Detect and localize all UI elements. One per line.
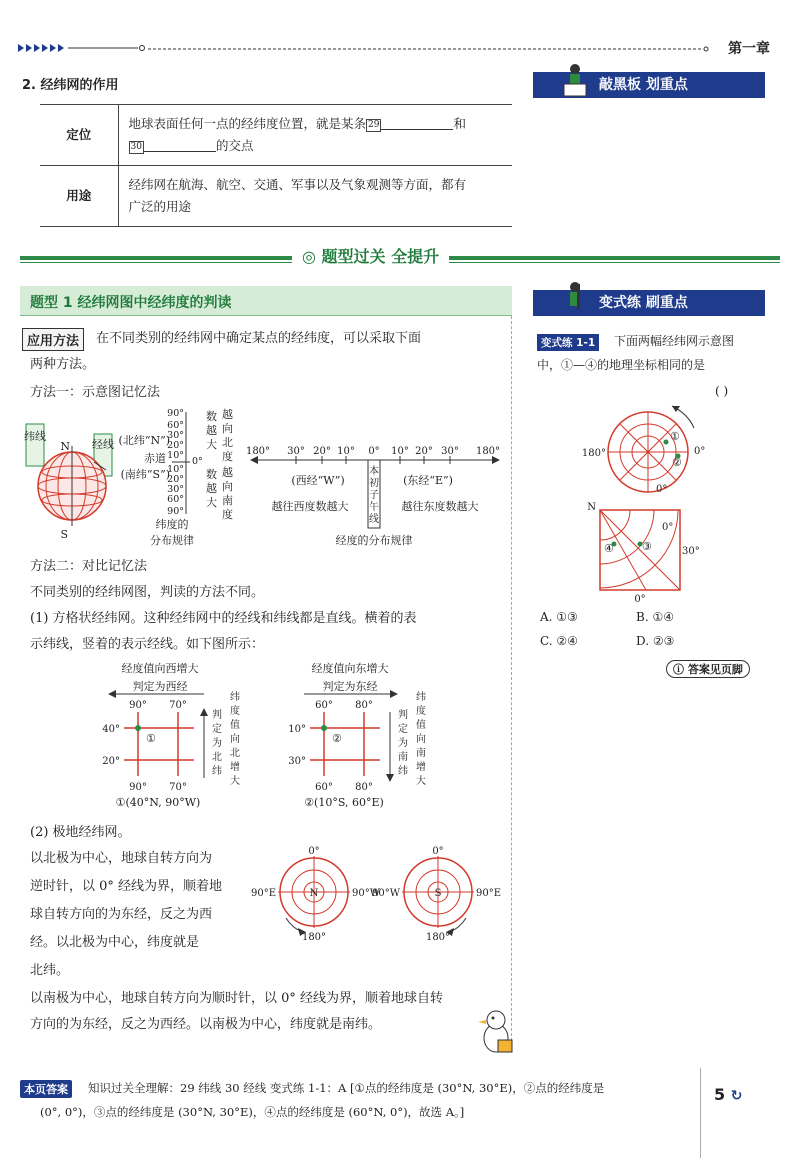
side-char: 南 <box>416 748 426 759</box>
exercise-text: 下面两幅经纬网示意图 <box>614 334 735 348</box>
lon-tick: 10° <box>337 446 355 457</box>
latitude-label: 纬线 <box>24 430 46 443</box>
polar-text: 球自转方向的为东经，反之为西 <box>30 907 213 922</box>
chapter-label: 第一章 <box>728 41 770 57</box>
type-title: 题型 1 经纬网图中经纬度的判读 <box>30 295 232 311</box>
polar-center: S <box>434 888 442 899</box>
grid-lat: 10° <box>288 724 306 735</box>
grid-lon: 60° <box>315 700 333 711</box>
side-char: 值 <box>230 720 240 731</box>
header-rule <box>18 42 708 54</box>
lat-caption: 纬度的 <box>155 518 189 531</box>
grid-caption: ②(10°S, 60°E) <box>304 796 384 809</box>
polar-text: 方向的为东经，反之为西经。以南极为中心，纬度就是南纬。 <box>30 1017 382 1032</box>
side-char: 纬 <box>416 692 426 703</box>
rule-char: 南 <box>222 494 233 507</box>
side-char: 向 <box>416 734 426 745</box>
section-title: 2. 经纬网的作用 <box>22 78 119 93</box>
prime-char: 初 <box>369 478 379 489</box>
lat-tick: 10° <box>167 464 184 475</box>
role-table <box>40 104 512 227</box>
polar-text: 以北极为中心，地球自转方向为 <box>30 851 213 866</box>
grid-caption: ①(40°N, 90°W) <box>115 796 201 809</box>
grid-top-label: 判定为东经 <box>322 680 378 693</box>
body-text: (1) 方格状经纬网。这种经纬网中的经线和纬线都是直线。横着的表 <box>30 611 417 626</box>
grid-lat: 40° <box>102 724 120 735</box>
side-char: 值 <box>416 720 426 731</box>
polar-south-figure <box>371 842 502 943</box>
polar-label: 180° <box>301 932 327 943</box>
lon-tick: 10° <box>391 446 409 457</box>
rule-char: 越 <box>206 482 217 495</box>
grid-top-label: 判定为西经 <box>132 680 188 693</box>
prime-char: 子 <box>369 490 379 501</box>
lon-tick: 180° <box>245 446 271 457</box>
south-lat-label: (南纬“S”) <box>120 468 170 481</box>
grid-lon: 80° <box>355 782 373 793</box>
side-char: 判 <box>398 710 408 721</box>
polar-label: 90°W <box>352 888 381 899</box>
teacher-figure-icon <box>561 62 591 98</box>
lat-tick-zero: 0° <box>192 456 203 467</box>
point-label: ④ <box>604 542 614 555</box>
rule-char: 大 <box>206 438 217 451</box>
lat-tick: 60° <box>167 494 184 505</box>
point-label: ③ <box>642 540 652 553</box>
footer-answer-text: 知识过关全理解：29 纬线 30 经线 变式练 1-1：A [①点的经纬度是 (30°N, 30°E)，②点的经纬度是 <box>88 1081 605 1095</box>
lon-caption: 经度的分布规律 <box>335 534 413 547</box>
lat-tick: 30° <box>167 430 184 441</box>
grid-lat: 20° <box>102 756 120 767</box>
answer-link[interactable] <box>666 660 750 678</box>
lon-tick: 20° <box>415 446 433 457</box>
polar-label: 0° <box>634 594 646 605</box>
polar-label: 180° <box>425 932 451 943</box>
answer-blank[interactable]: ( ) <box>715 384 729 398</box>
polar-label: 0° <box>308 846 320 857</box>
rule-char: 北 <box>222 436 233 449</box>
south-pole-label: S <box>60 528 68 541</box>
option-c[interactable]: C. ②④ <box>540 634 578 648</box>
east-label: (东经“E”) <box>403 474 453 487</box>
grid-lon: 70° <box>169 700 187 711</box>
lat-caption: 分布规律 <box>150 534 194 547</box>
lat-tick: 20° <box>167 474 184 485</box>
lat-tick: 30° <box>167 484 184 495</box>
lon-tick: 0° <box>368 446 380 457</box>
west-rule: 越往西度数越大 <box>271 500 349 513</box>
side-char: 度 <box>230 706 240 717</box>
latitude-figure <box>22 404 252 548</box>
row-text: 经纬网在航海、航空、交通、军事以及气象观测等方面，都有 <box>128 177 467 192</box>
side-char: 纬 <box>398 766 408 777</box>
polar-label: 90°W <box>371 888 400 899</box>
grid-lon: 90° <box>129 782 147 793</box>
lon-tick: 30° <box>287 446 305 457</box>
rule-char: 数 <box>206 468 217 481</box>
polar-center: N <box>309 888 319 899</box>
body-text: 示纬线，竖着的表示经线。如下图所示： <box>30 637 265 652</box>
polar-label: 30° <box>682 546 700 557</box>
lon-tick: 30° <box>441 446 459 457</box>
side-char: 纬 <box>230 692 240 703</box>
grid-lat: 30° <box>288 756 306 767</box>
grid-lon: 70° <box>169 782 187 793</box>
side-char: 北 <box>230 748 240 759</box>
grid-point-label: ② <box>332 732 342 745</box>
side-char: 判 <box>212 710 222 721</box>
answer-blank[interactable] <box>381 116 453 130</box>
footer-divider <box>700 1068 701 1158</box>
option-d[interactable]: D. ②③ <box>636 634 675 648</box>
exercise-tag: 变式练 1-1 <box>537 334 599 351</box>
rule-char: 向 <box>222 422 233 435</box>
answer-blank[interactable] <box>144 138 216 152</box>
option-a[interactable]: A. ①③ <box>540 610 578 624</box>
page-number <box>714 1085 742 1104</box>
west-label: (西经“W”) <box>291 474 345 487</box>
point-label: ① <box>670 430 680 443</box>
prime-char: 线 <box>369 514 379 525</box>
side-char: 度 <box>416 706 426 717</box>
lat-tick: 20° <box>167 440 184 451</box>
table-row <box>40 105 512 166</box>
polar-label: 0° <box>694 446 706 457</box>
lon-tick: 20° <box>313 446 331 457</box>
polar-label: 0° <box>656 484 668 495</box>
answer-number: 30 <box>130 142 142 152</box>
polar-title: (2) 极地经纬网。 <box>30 825 131 840</box>
rule-char: 越 <box>222 466 233 479</box>
duck-mascot-icon <box>476 1006 516 1056</box>
grid-point-label: ① <box>146 732 156 745</box>
answer-link-label: 答案见页脚 <box>687 663 743 676</box>
rule-char: 度 <box>222 450 233 463</box>
body-text: 不同类别的经纬网图，判读的方法不同。 <box>30 585 265 600</box>
polar-label: 90°E <box>476 888 502 899</box>
polar-text: 逆时针，以 0° 经线为界，顺着地 <box>30 879 223 894</box>
grid-top-label: 经度值向西增大 <box>121 662 199 675</box>
option-b[interactable]: B. ①④ <box>636 610 674 624</box>
longitude-figure <box>244 440 506 548</box>
side-char: 为 <box>398 738 408 749</box>
side-char: 南 <box>398 752 408 763</box>
grid-point <box>135 725 141 731</box>
polar-label: 90°E <box>250 888 276 899</box>
side-banner-label: 变式练 刷重点 <box>599 295 688 311</box>
side-char: 向 <box>230 734 240 745</box>
row-value <box>118 166 512 227</box>
side-char: 定 <box>398 724 408 735</box>
intro-text: 两种方法。 <box>30 357 96 372</box>
grid-point <box>321 725 327 731</box>
north-lat-label: (北纬“N”) <box>118 434 170 447</box>
student-figure-icon <box>561 280 591 316</box>
polar-label: 0° <box>662 522 674 533</box>
side-char: 北 <box>212 752 222 763</box>
grid-figure-west <box>88 660 258 810</box>
exercise-quadrant-figure <box>586 500 706 604</box>
side-char: 大 <box>416 776 426 787</box>
method-one-title: 方法一：示意图记忆法 <box>30 385 161 400</box>
target-icon: ◎ <box>302 247 322 266</box>
rule-char: 越 <box>222 408 233 421</box>
longitude-label: 经线 <box>92 438 114 451</box>
row-text: 地球表面任何一点的经纬度位置，就是某条 <box>128 116 367 131</box>
side-char: 定 <box>212 724 222 735</box>
rule-char: 大 <box>206 496 217 509</box>
side-banner-key-points <box>533 72 765 98</box>
polar-text: 以南极为中心，地球自转方向为顺时针，以 0° 经线为界，顺着地球自转 <box>30 991 444 1006</box>
side-char: 增 <box>416 762 426 773</box>
intro-text: 在不同类别的经纬网中确定某点的经纬度，可以采取下面 <box>96 331 422 346</box>
lat-tick: 10° <box>167 450 184 461</box>
exercise-text: 中，①—④的地理坐标相同的是 <box>537 358 706 372</box>
side-char: 为 <box>212 738 222 749</box>
section-banner-title <box>292 244 449 267</box>
lat-tick: 90° <box>167 408 184 419</box>
method-tag: 应用方法 <box>22 328 84 351</box>
lat-tick: 90° <box>167 506 184 517</box>
refresh-icon: ↻ <box>730 1088 743 1104</box>
row-text: 的交点 <box>215 138 254 153</box>
point-label: ② <box>672 456 682 469</box>
banner-text: 题型过关 全提升 <box>321 247 440 266</box>
table-row <box>40 166 512 227</box>
polar-text: 经。以北极为中心，纬度就是 <box>30 935 200 950</box>
exercise-polar-figure <box>581 400 724 500</box>
side-char: 增 <box>230 762 240 773</box>
equator-label: 赤道 <box>144 452 166 465</box>
rule-char: 数 <box>206 410 217 423</box>
rule-char: 向 <box>222 480 233 493</box>
grid-figure-east <box>284 660 454 810</box>
lat-tick: 60° <box>167 420 184 431</box>
footer-answer-text: (0°, 0°)，③点的经纬度是 (30°N, 30°E)，④点的经纬度是 (60°N, 0°)，故选 A。] <box>40 1105 465 1119</box>
row-text: 广泛的用途 <box>128 199 192 214</box>
side-char: 纬 <box>212 766 222 777</box>
side-char: 大 <box>230 776 240 787</box>
prime-char: 本 <box>369 466 379 477</box>
row-text: 和 <box>453 116 466 131</box>
method-two-title: 方法二：对比记忆法 <box>30 559 148 574</box>
polar-text: 北纬。 <box>30 963 70 978</box>
rule-char: 越 <box>206 424 217 437</box>
row-value <box>118 105 512 166</box>
side-banner-label: 敲黑板 划重点 <box>599 77 688 93</box>
answer-number: 29 <box>368 120 380 130</box>
rule-char: 度 <box>222 508 233 521</box>
polar-north-figure <box>250 842 381 943</box>
page-number-label: 5 <box>714 1085 726 1104</box>
side-banner-exercise <box>533 290 765 316</box>
answer-tag: 本页答案 <box>20 1080 72 1098</box>
north-pole-label: N <box>60 440 70 453</box>
polar-label: 0° <box>432 846 444 857</box>
row-key: 定位 <box>40 105 118 166</box>
pole-label: N <box>587 502 596 513</box>
grid-lon: 90° <box>129 700 147 711</box>
prime-char: 午 <box>369 502 379 513</box>
lon-tick: 180° <box>475 446 501 457</box>
info-icon: ⓘ <box>673 663 688 676</box>
grid-top-label: 经度值向东增大 <box>311 662 389 675</box>
grid-lon: 80° <box>355 700 373 711</box>
east-rule: 越往东度数越大 <box>401 500 479 513</box>
row-key: 用途 <box>40 166 118 227</box>
polar-label: 180° <box>581 448 606 459</box>
grid-lon: 60° <box>315 782 333 793</box>
